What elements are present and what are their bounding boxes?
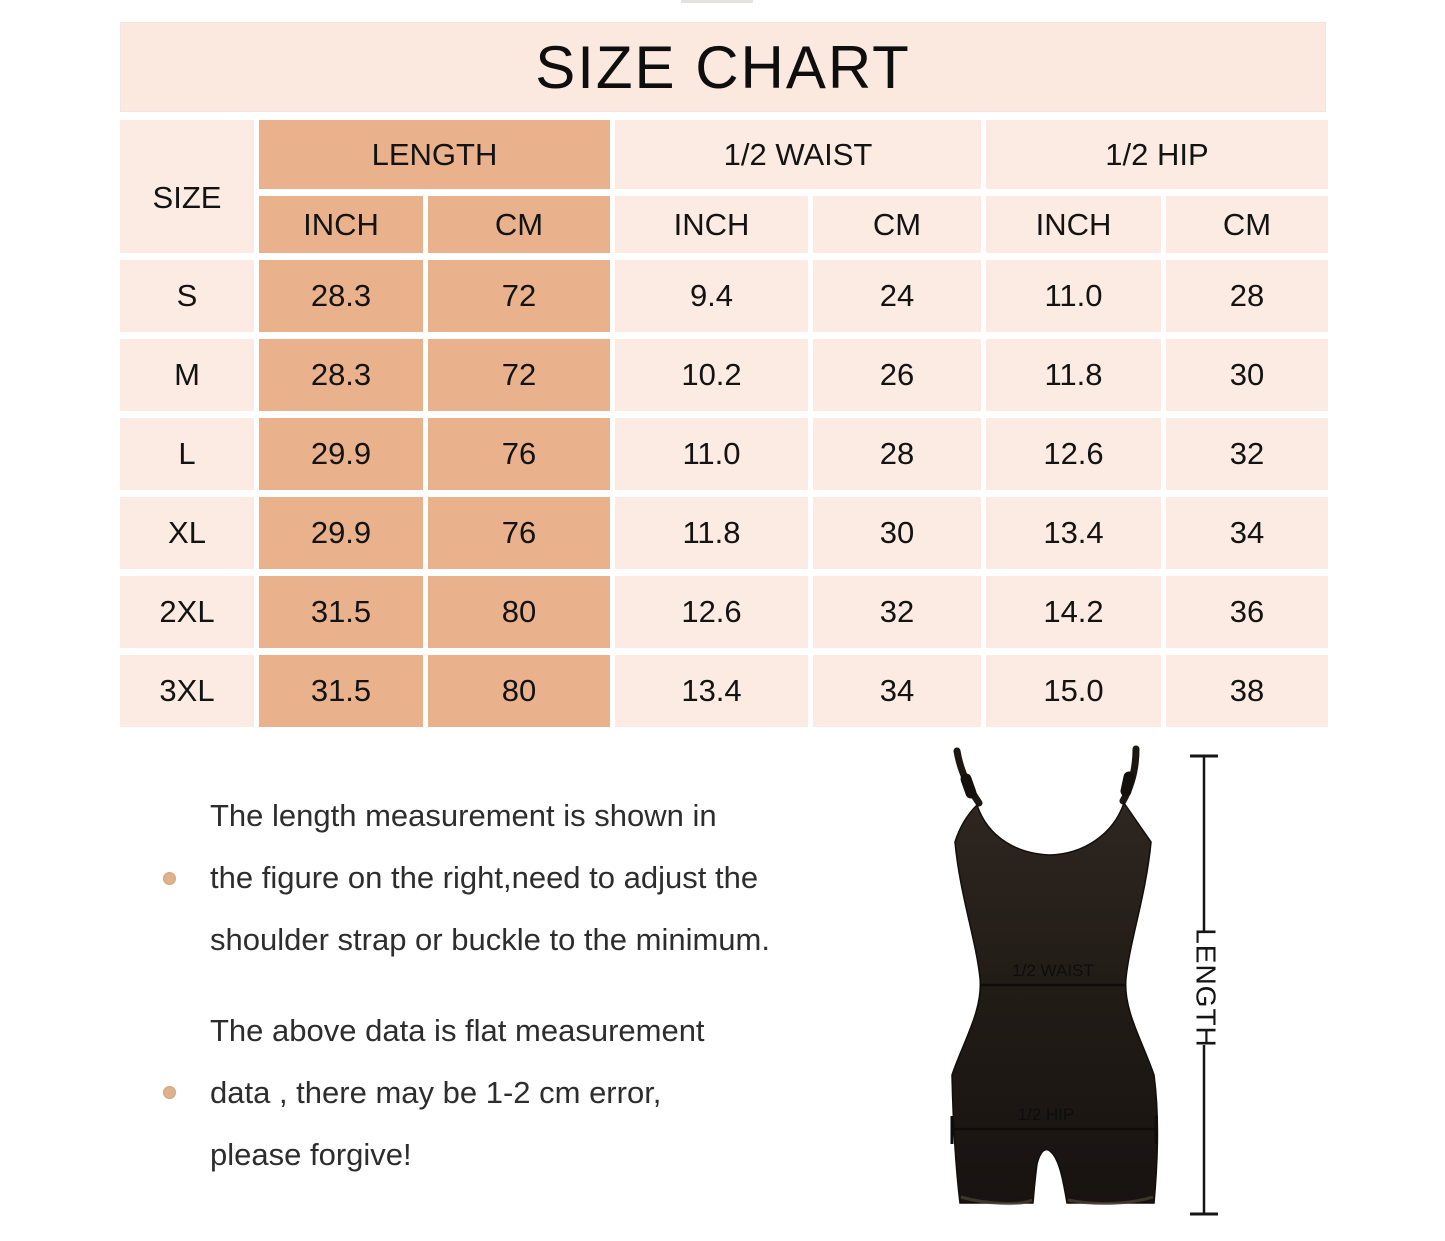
- note-line: The length measurement is shown in: [210, 798, 717, 833]
- table-cell: 30: [1166, 339, 1328, 411]
- right-strap-adjuster: [1126, 777, 1129, 791]
- column-header-size: SIZE: [120, 120, 254, 253]
- table-cell: 15.0: [986, 655, 1161, 727]
- table-cell: 12.6: [615, 576, 808, 648]
- table-cell: 76: [428, 418, 610, 490]
- subheader-hip-inch: INCH: [986, 196, 1161, 253]
- table-cell: 72: [428, 339, 610, 411]
- page-title: SIZE CHART: [535, 33, 911, 101]
- table-cell: 26: [813, 339, 981, 411]
- table-cell: 28: [1166, 260, 1328, 332]
- subheader-waist-cm: CM: [813, 196, 981, 253]
- table-cell: 28.3: [259, 260, 423, 332]
- table-cell: 72: [428, 260, 610, 332]
- hip-annotation-label: 1/2 HIP: [1017, 1105, 1075, 1124]
- table-cell: 32: [813, 576, 981, 648]
- table-cell: 34: [813, 655, 981, 727]
- bodysuit-figure: [930, 745, 1230, 1230]
- note-line: please forgive!: [210, 1137, 412, 1172]
- note-bullet: [163, 872, 176, 885]
- table-cell: 36: [1166, 576, 1328, 648]
- table-cell: 80: [428, 655, 610, 727]
- note-line: shoulder strap or buckle to the minimum.: [210, 922, 770, 957]
- subheader-waist-inch: INCH: [615, 196, 808, 253]
- table-cell: 9.4: [615, 260, 808, 332]
- waist-annotation-label: 1/2 WAIST: [1012, 961, 1094, 980]
- size-table: [120, 120, 1328, 727]
- subheader-length-inch: INCH: [259, 196, 423, 253]
- row-size-label: M: [120, 339, 254, 411]
- table-cell: 80: [428, 576, 610, 648]
- note-length-measurement: [210, 785, 770, 971]
- table-cell: 29.9: [259, 497, 423, 569]
- table-cell: 29.9: [259, 418, 423, 490]
- table-cell: 10.2: [615, 339, 808, 411]
- table-cell: 32: [1166, 418, 1328, 490]
- subheader-hip-cm: CM: [1166, 196, 1328, 253]
- row-size-label: L: [120, 418, 254, 490]
- row-size-label: XL: [120, 497, 254, 569]
- column-header-waist: 1/2 WAIST: [615, 120, 981, 189]
- table-cell: 13.4: [986, 497, 1161, 569]
- left-strap-adjuster: [966, 779, 971, 793]
- row-size-label: S: [120, 260, 254, 332]
- table-cell: 11.8: [986, 339, 1161, 411]
- table-cell: 14.2: [986, 576, 1161, 648]
- table-cell: 11.8: [615, 497, 808, 569]
- table-cell: 76: [428, 497, 610, 569]
- note-line: data , there may be 1-2 cm error,: [210, 1075, 662, 1110]
- column-header-length: LENGTH: [259, 120, 610, 189]
- subheader-length-cm: CM: [428, 196, 610, 253]
- table-cell: 31.5: [259, 576, 423, 648]
- bodysuit-illustration: [930, 745, 1230, 1230]
- garment-silhouette: [952, 803, 1157, 1203]
- note-line: the figure on the right,need to adjust the: [210, 860, 759, 895]
- row-size-label: 2XL: [120, 576, 254, 648]
- length-ruler-label: LENGTH: [1190, 928, 1222, 1048]
- column-header-hip: 1/2 HIP: [986, 120, 1328, 189]
- table-cell: 11.0: [615, 418, 808, 490]
- cropped-top-mark: [681, 0, 753, 3]
- note-line: The above data is flat measurement: [210, 1013, 705, 1048]
- table-cell: 11.0: [986, 260, 1161, 332]
- note-flat-measurement: [210, 1000, 705, 1186]
- table-cell: 28.3: [259, 339, 423, 411]
- table-cell: 12.6: [986, 418, 1161, 490]
- table-cell: 34: [1166, 497, 1328, 569]
- table-cell: 31.5: [259, 655, 423, 727]
- table-cell: 28: [813, 418, 981, 490]
- table-cell: 13.4: [615, 655, 808, 727]
- table-cell: 38: [1166, 655, 1328, 727]
- table-cell: 30: [813, 497, 981, 569]
- title-band: [120, 22, 1326, 112]
- table-cell: 24: [813, 260, 981, 332]
- note-bullet: [163, 1086, 176, 1099]
- row-size-label: 3XL: [120, 655, 254, 727]
